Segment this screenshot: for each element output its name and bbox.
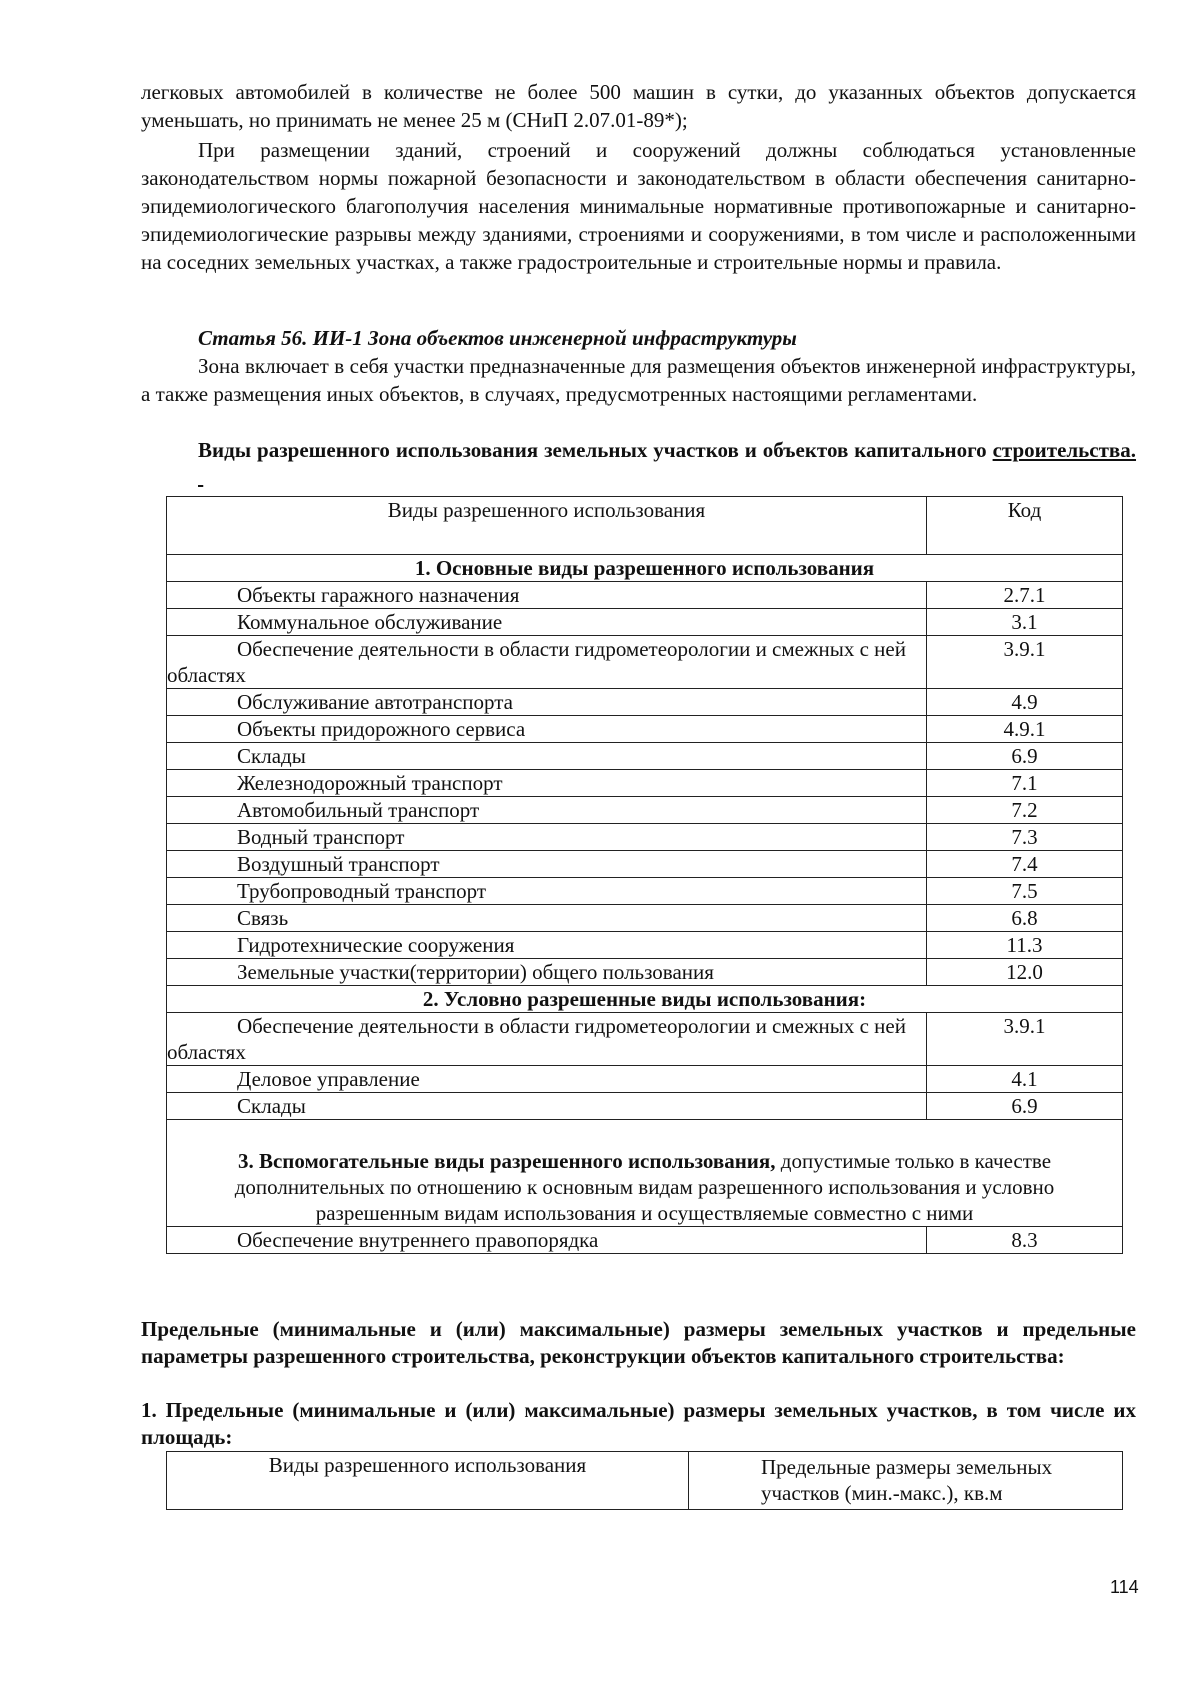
- use-name: Обеспечение деятельности в области гидрометеорологии и смежных с ней областях: [167, 637, 906, 687]
- use-name: Гидротехнические сооружения: [237, 933, 515, 957]
- use-code: 6.9: [927, 743, 1123, 770]
- plot-size-table: [166, 1451, 1123, 1510]
- permitted-uses-table: [166, 496, 1123, 1254]
- table-row: [167, 1013, 1123, 1066]
- use-name: Железнодорожный транспорт: [237, 771, 503, 795]
- table-row: [167, 851, 1123, 878]
- use-name-cell: [167, 582, 927, 609]
- section-main-rows: [167, 582, 1123, 986]
- use-code: 11.3: [927, 932, 1123, 959]
- use-name: Обеспечение внутреннего правопорядка: [237, 1228, 599, 1252]
- permitted-uses-heading: [141, 437, 1136, 489]
- use-code: 7.2: [927, 797, 1123, 824]
- use-name-cell: [167, 932, 927, 959]
- table-row: [167, 824, 1123, 851]
- permitted-uses-heading-line1: Виды разрешенного использования земельных участков и объектов капитального: [198, 438, 987, 462]
- table-row: [167, 582, 1123, 609]
- table-row: [167, 905, 1123, 932]
- table-row: [167, 1227, 1123, 1254]
- limits-heading: Предельные (минимальные и (или) максимальные) размеры земельных участков и предельные параметры разрешенного строительства, реконструкции объектов капитального строительства:: [141, 1317, 1136, 1368]
- permitted-uses-heading-line2: строительства.: [992, 438, 1137, 462]
- table-row: [167, 932, 1123, 959]
- table-row: [167, 1066, 1123, 1093]
- intro-paragraph: легковых автомобилей в количестве не более 500 машин в сутки, до указанных объектов допускается уменьшать, но принимать не менее 25 м (СНиП 2.07.01-89*);: [141, 80, 1136, 132]
- table-row: [167, 959, 1123, 986]
- use-name: Обслуживание автотранспорта: [237, 690, 513, 714]
- use-name: Объекты придорожного сервиса: [237, 717, 526, 741]
- use-name: Склады: [237, 744, 306, 768]
- table-header-row: [167, 497, 1123, 555]
- limits-sub-heading: 1. Предельные (минимальные и (или) максимальные) размеры земельных участков, в том числе их площадь:: [141, 1398, 1136, 1449]
- col-header-use: Виды разрешенного использования: [167, 1452, 689, 1510]
- table-row: [167, 1093, 1123, 1120]
- plot-size-table-header: [167, 1452, 1123, 1510]
- section-title-auxiliary-bold: 3. Вспомогательные виды разрешенного использования,: [237, 1149, 776, 1173]
- use-name: Деловое управление: [237, 1067, 420, 1091]
- use-code: 3.9.1: [927, 636, 1123, 689]
- use-name: Склады: [237, 1094, 306, 1118]
- use-name-cell: [167, 716, 927, 743]
- use-code: 7.4: [927, 851, 1123, 878]
- use-code: 4.1: [927, 1066, 1123, 1093]
- section-title-auxiliary-rest: допустимые только в качестве дополнительных по отношению к основным видам разрешенного использования и условно разрешенным видам использования и осуществляемые совместно с ними: [234, 1149, 1055, 1225]
- use-name-cell: [167, 878, 927, 905]
- section-row-conditional: [167, 986, 1123, 1013]
- col-header-size: Предельные размеры земельных участков (мин.-макс.), кв.м: [689, 1452, 1123, 1510]
- section-title-main: 1. Основные виды разрешенного использования: [167, 555, 1123, 582]
- use-code: 7.1: [927, 770, 1123, 797]
- col-header-code: Код: [927, 497, 1123, 555]
- use-name: Связь: [237, 906, 289, 930]
- use-name-cell: [167, 1066, 927, 1093]
- section-conditional-rows: [167, 1013, 1123, 1120]
- use-name-cell: [167, 1093, 927, 1120]
- table-row: [167, 797, 1123, 824]
- use-name: Трубопроводный транспорт: [237, 879, 487, 903]
- use-code: 4.9: [927, 689, 1123, 716]
- use-code: 6.8: [927, 905, 1123, 932]
- use-code: 3.1: [927, 609, 1123, 636]
- use-name: Автомобильный транспорт: [237, 798, 480, 822]
- use-name-cell: [167, 1013, 927, 1066]
- use-code: 7.3: [927, 824, 1123, 851]
- use-name-cell: [167, 959, 927, 986]
- use-name: Коммунальное обслуживание: [237, 610, 503, 634]
- fire-safety-paragraph: При размещении зданий, строений и сооружений должны соблюдаться установленные законодательством нормы пожарной безопасности и законодательством в области обеспечения санитарно-эпидемиологического благополучия населения минимальные нормативные противопожарные и санитарно-эпидемиологические разрывы между зданиями, строениями и сооружениями, в том числе и расположенными на соседних земельных участках, а также градостроительные и строительные нормы и правила.: [141, 138, 1136, 274]
- use-name-cell: [167, 636, 927, 689]
- use-name-cell: [167, 1227, 927, 1254]
- use-name-cell: [167, 905, 927, 932]
- table-row: [167, 636, 1123, 689]
- use-name-cell: [167, 609, 927, 636]
- use-name: Объекты гаражного назначения: [237, 583, 520, 607]
- article-heading: Статья 56. ИИ-1 Зона объектов инженерной инфраструктуры: [198, 326, 797, 350]
- use-name: Воздушный транспорт: [237, 852, 440, 876]
- section-title-conditional: 2. Условно разрешенные виды использования:: [167, 986, 1123, 1013]
- use-name: Земельные участки(территории) общего пользования: [237, 960, 714, 984]
- use-name-cell: [167, 797, 927, 824]
- use-code: 4.9.1: [927, 716, 1123, 743]
- use-code: 2.7.1: [927, 582, 1123, 609]
- use-code: 7.5: [927, 878, 1123, 905]
- section-auxiliary-rows: [167, 1227, 1123, 1254]
- table-row: [167, 689, 1123, 716]
- section-row-auxiliary: [167, 1120, 1123, 1227]
- table-row: [167, 716, 1123, 743]
- use-name-cell: [167, 689, 927, 716]
- use-code: 3.9.1: [927, 1013, 1123, 1066]
- table-row: [167, 878, 1123, 905]
- use-code: 6.9: [927, 1093, 1123, 1120]
- use-name-cell: [167, 770, 927, 797]
- col-header-name: Виды разрешенного использования: [167, 497, 927, 555]
- use-name: Обеспечение деятельности в области гидрометеорологии и смежных с ней областях: [167, 1014, 906, 1064]
- table-row: [167, 770, 1123, 797]
- section-title-auxiliary: [167, 1120, 1123, 1227]
- use-code: 8.3: [927, 1227, 1123, 1254]
- use-name-cell: [167, 743, 927, 770]
- use-name: Водный транспорт: [237, 825, 405, 849]
- page-number: 114: [1110, 1577, 1139, 1597]
- table-row: [167, 743, 1123, 770]
- table-row: [167, 609, 1123, 636]
- section-row-main: [167, 555, 1123, 582]
- zone-paragraph: Зона включает в себя участки предназначенные для размещения объектов инженерной инфраструктуры, а также размещения иных объектов, в случаях, предусмотренных настоящими регламентами.: [141, 354, 1136, 406]
- use-name-cell: [167, 851, 927, 878]
- use-code: 12.0: [927, 959, 1123, 986]
- use-name-cell: [167, 824, 927, 851]
